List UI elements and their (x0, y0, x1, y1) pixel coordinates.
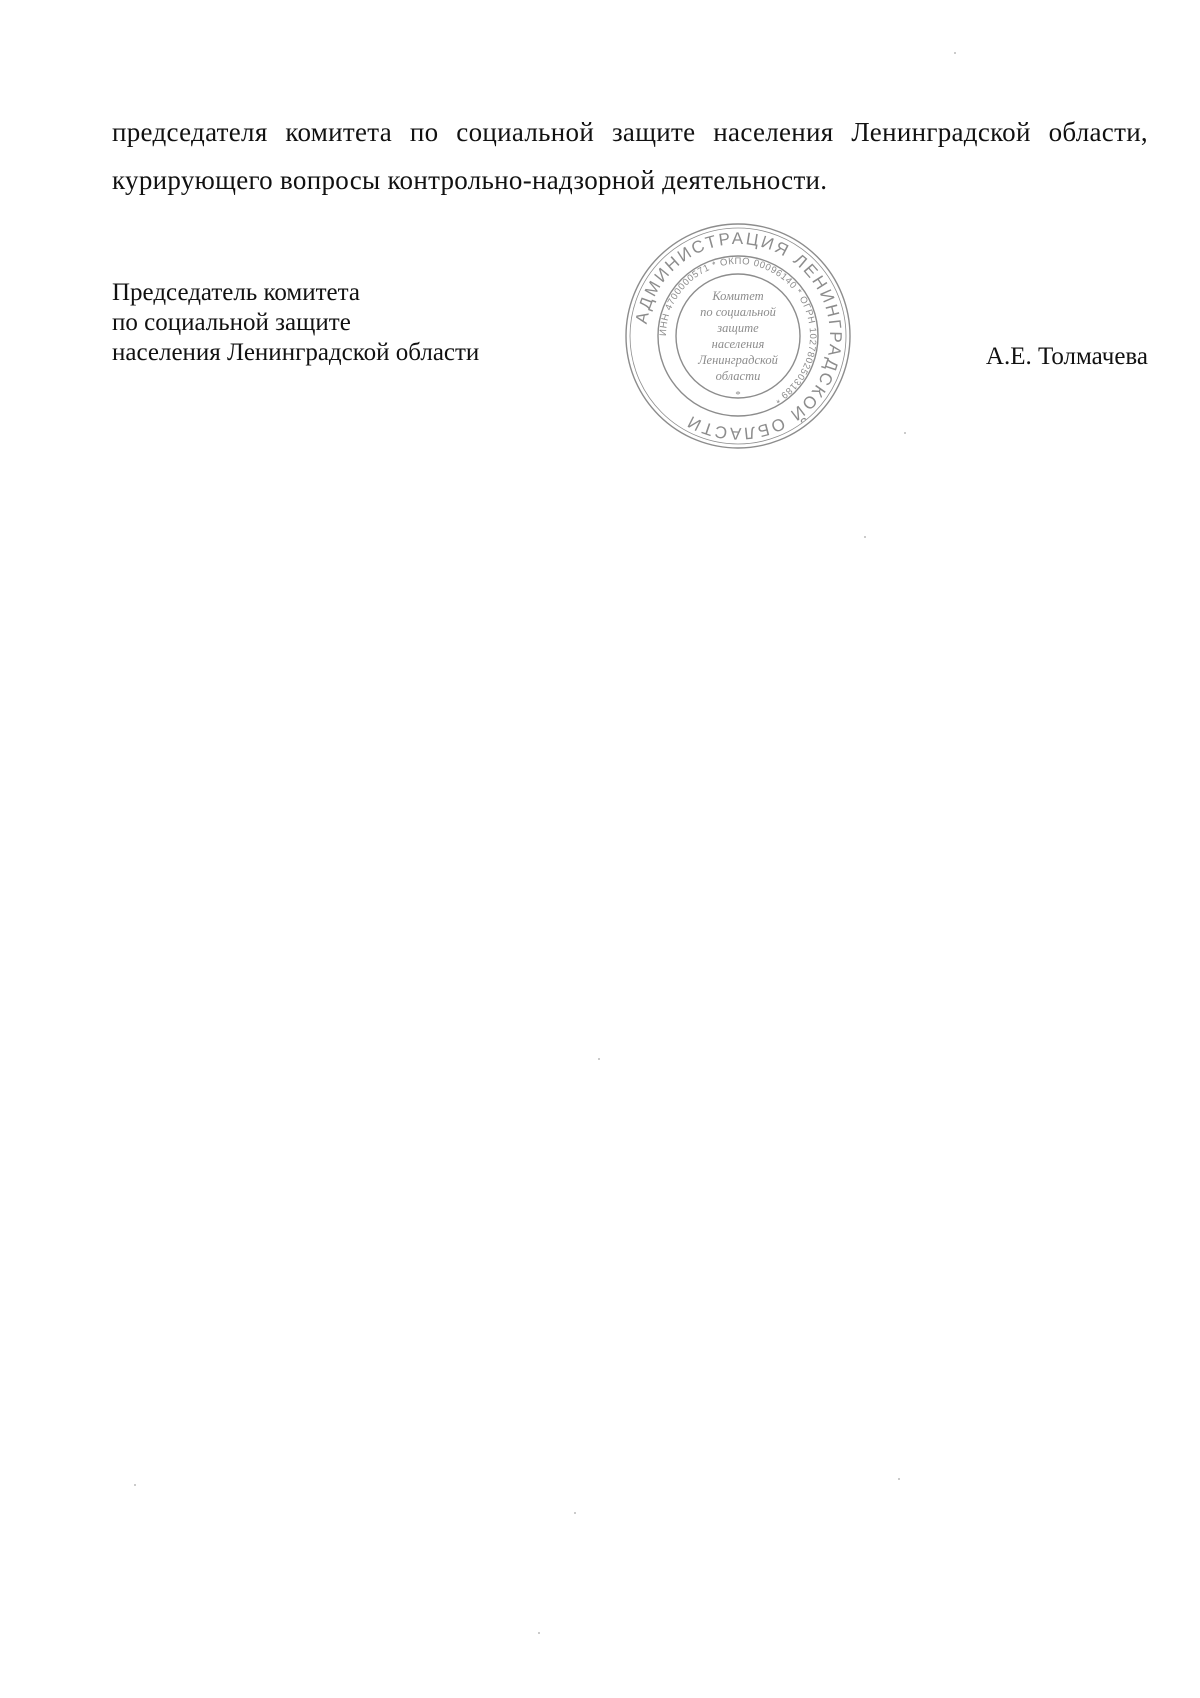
scan-speck (864, 536, 866, 538)
signer-name: А.Е. Толмачева (985, 343, 1148, 370)
signer-position (112, 278, 479, 368)
paragraph-line-2: курирующего вопросы контрольно-надзорной деятельности. (112, 165, 828, 195)
seal-center-line-1: Комитет (712, 289, 764, 303)
scan-speck (904, 432, 906, 434)
official-seal (622, 220, 854, 452)
scan-speck (898, 1478, 900, 1480)
signer-position-line-1: Председатель комитета (112, 279, 360, 306)
signer-position-line-3: населения Ленинградской области (112, 339, 480, 366)
seal-outer-text: АДМИНИСТРАЦИЯ ЛЕНИНГРАДСКОЙ ОБЛАСТИ (631, 228, 846, 444)
seal-inner-text: ИНН 4700000571 * ОКПО 00096140 * ОГРН 1027802503189 * (657, 255, 819, 406)
paragraph-line-1: председателя комитета по социальной защите населения Ленинградской области, (112, 117, 1148, 147)
seal-center-line-6: области (715, 369, 761, 383)
seal-center-line-4: населения (711, 337, 765, 351)
seal-center-line-3: защите (717, 321, 759, 335)
paragraph (112, 108, 1148, 204)
scan-speck (538, 1632, 540, 1634)
scan-speck (134, 1484, 136, 1486)
signer-position-line-2: по социальной защите (112, 309, 351, 336)
scan-speck (574, 1512, 576, 1514)
scan-speck (598, 1058, 600, 1060)
seal-center-line-2: по социальной (700, 305, 776, 319)
seal-center-line-5: Ленинградской (698, 353, 778, 367)
scan-speck (954, 52, 956, 54)
seal-star-icon: * (735, 389, 741, 401)
